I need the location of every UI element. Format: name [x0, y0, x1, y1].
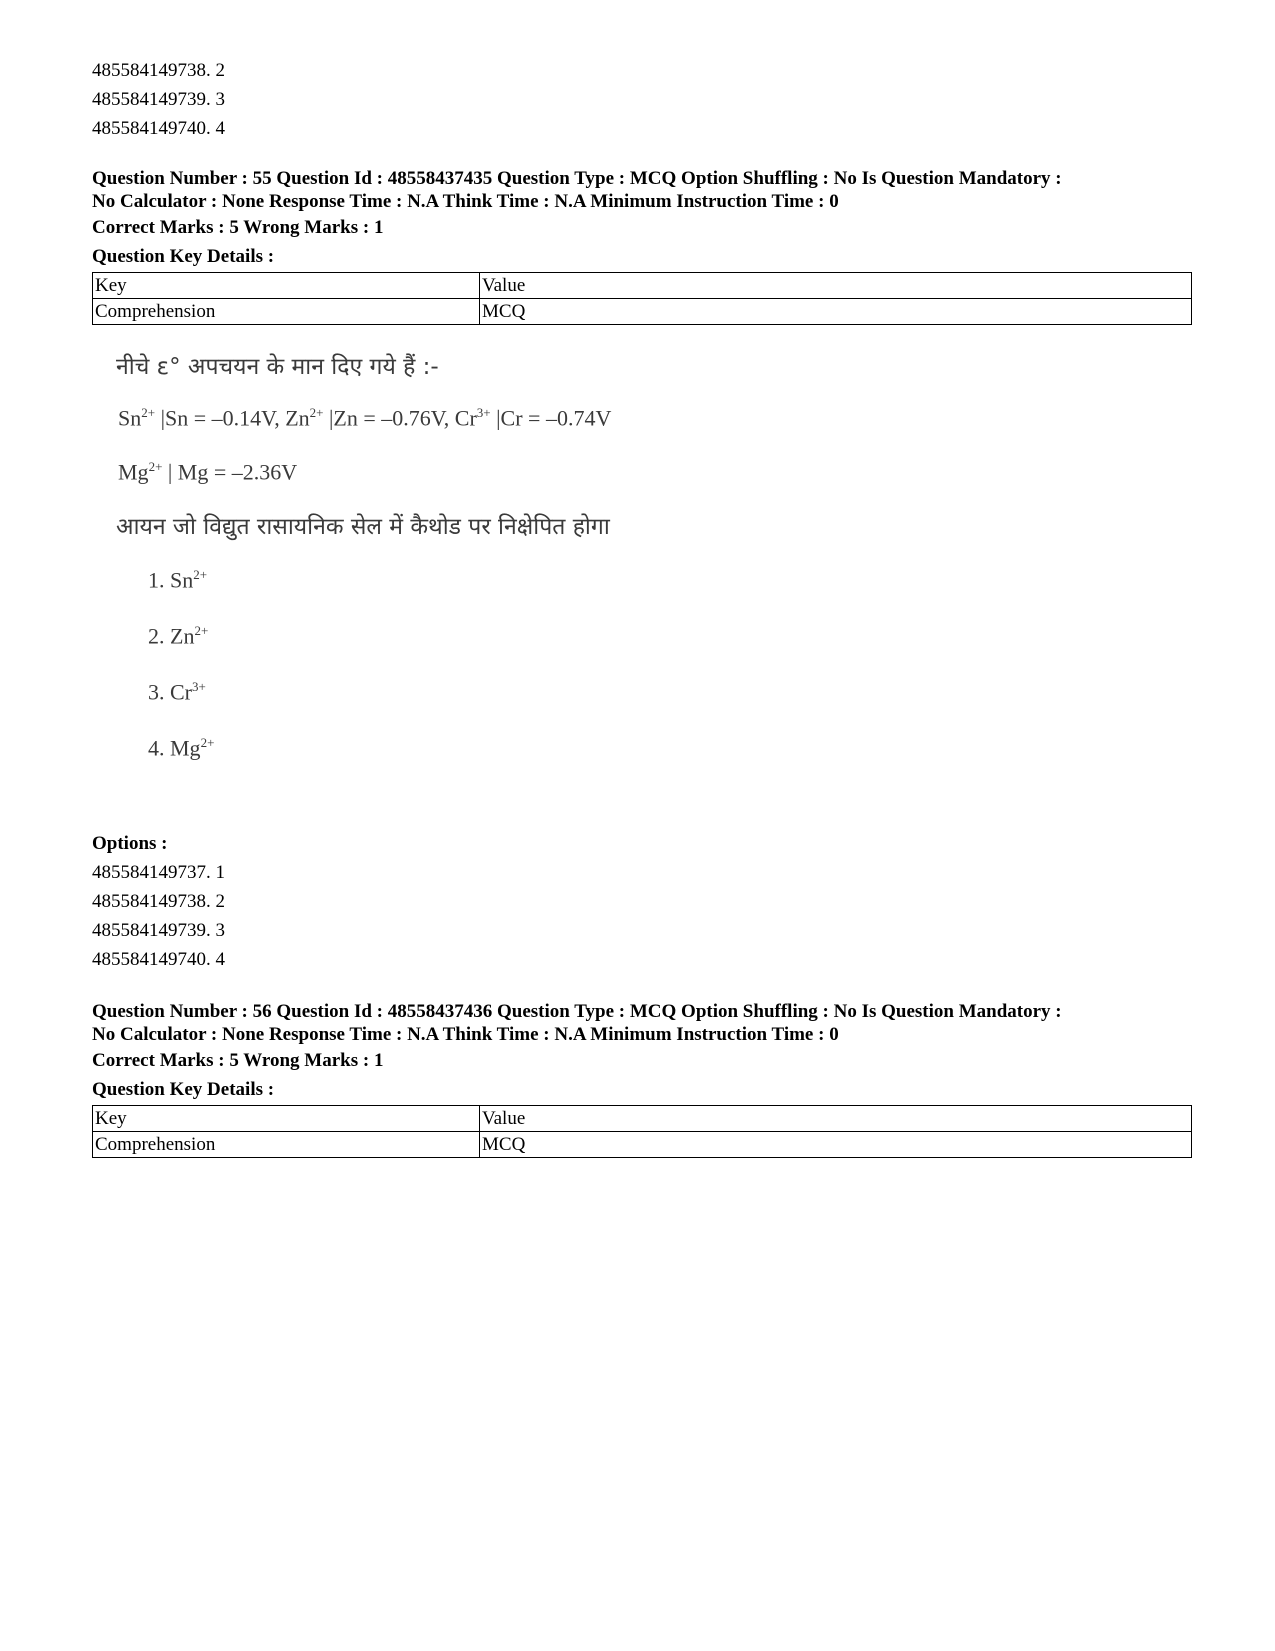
- question-header-line2: No Calculator : None Response Time : N.A Think Time : N.A Minimum Instruction Time : 0: [92, 1024, 839, 1045]
- option-item: 485584149739. 3: [92, 89, 225, 110]
- table-row: [93, 1132, 1192, 1158]
- key-details-label: Question Key Details :: [92, 246, 275, 267]
- option-item: 485584149738. 2: [92, 891, 225, 912]
- table-cell-value: MCQ: [480, 299, 1192, 325]
- table-cell-key: Comprehension: [93, 1132, 480, 1158]
- question-header: [92, 167, 1192, 213]
- options-label: Options :: [92, 833, 168, 854]
- table-cell-value: MCQ: [480, 1132, 1192, 1158]
- question-55-block: [92, 167, 1192, 974]
- option-item: 485584149738. 2: [92, 60, 225, 81]
- table-header-row: [93, 273, 1192, 299]
- question-56-block: [92, 1000, 1192, 1158]
- key-details-label: Question Key Details :: [92, 1079, 275, 1100]
- key-details-table: [92, 1105, 1192, 1158]
- table-cell-key: Comprehension: [93, 299, 480, 325]
- marks-line: Correct Marks : 5 Wrong Marks : 1: [92, 1050, 384, 1071]
- question-header-line2: No Calculator : None Response Time : N.A Think Time : N.A Minimum Instruction Time : 0: [92, 191, 839, 212]
- table-header-row: [93, 1106, 1192, 1132]
- question-header-line1: Question Number : 55 Question Id : 48558437435 Question Type : MCQ Option Shuffling : No Is Question Mandatory :: [92, 168, 1062, 189]
- question-header-line1: Question Number : 56 Question Id : 48558437436 Question Type : MCQ Option Shuffling : No Is Question Mandatory :: [92, 1001, 1062, 1022]
- previous-options-list: [92, 56, 1192, 143]
- question-intro: नीचे ε° अपचयन के मान दिए गये हैं :-: [116, 354, 439, 380]
- equation-line-2: $Mg^{2+}$ | Mg = –2.36V: [118, 459, 298, 485]
- option-item: 485584149740. 4: [92, 949, 225, 970]
- option-item: 485584149740. 4: [92, 118, 225, 139]
- choice-item: 2. $Zn^{2+}$: [148, 623, 209, 649]
- option-item: 485584149737. 1: [92, 862, 225, 883]
- options-list: [92, 858, 1192, 974]
- question-header: [92, 1000, 1192, 1046]
- choice-item: 3. $Cr^{3+}$: [148, 679, 206, 705]
- choice-item: 1. $Sn^{2+}$: [148, 567, 208, 593]
- marks-line: Correct Marks : 5 Wrong Marks : 1: [92, 217, 384, 238]
- equation-line-1: $Sn^{2+}$ |Sn = –0.14V, $Zn^{2+}$ |Zn = –0.76V, $Cr^{3+}$ |Cr = –0.74V: [118, 405, 612, 431]
- question-image: [92, 339, 1192, 829]
- table-header-value: Value: [480, 273, 1192, 299]
- question-text: आयन जो विद्युत रासायनिक सेल में कैथोड पर निक्षेपित होगा: [116, 514, 610, 540]
- key-details-table: [92, 272, 1192, 325]
- option-item: 485584149739. 3: [92, 920, 225, 941]
- table-header-key: Key: [93, 273, 480, 299]
- choice-item: 4. $Mg^{2+}$: [148, 735, 215, 761]
- table-row: [93, 299, 1192, 325]
- table-header-key: Key: [93, 1106, 480, 1132]
- table-header-value: Value: [480, 1106, 1192, 1132]
- document-page: [92, 56, 1192, 1158]
